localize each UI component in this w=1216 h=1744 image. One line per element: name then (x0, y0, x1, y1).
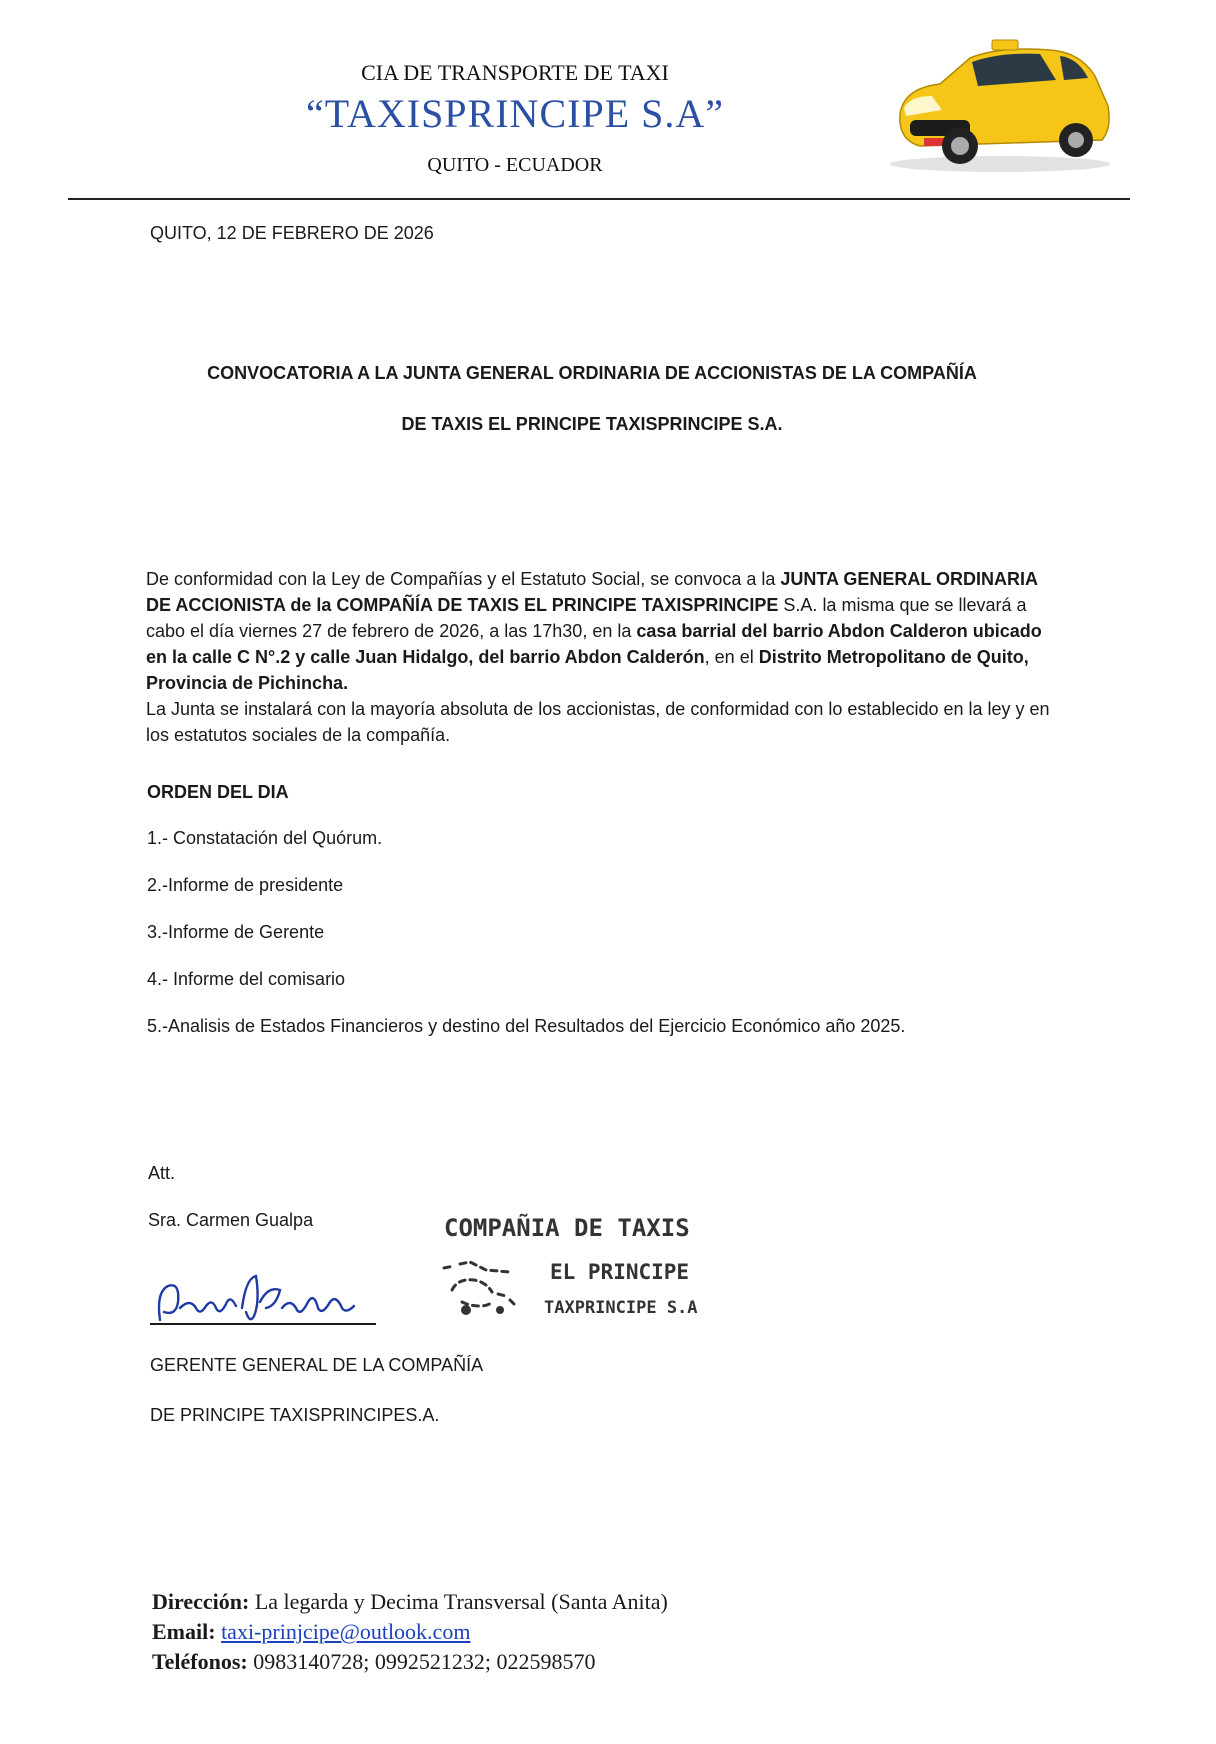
footer-address (152, 1587, 668, 1617)
stamp-car-icon (440, 1256, 540, 1326)
letterhead (0, 0, 1216, 210)
agenda-heading: ORDEN DEL DIA (147, 782, 289, 802)
footer-phones (152, 1647, 668, 1677)
letter-date: QUITO, 12 DE FEBRERO DE 2026 (150, 223, 434, 243)
body-text: , en el (704, 647, 759, 667)
address-label: Dirección: (152, 1589, 250, 1614)
signer-role-line2: DE PRINCIPE TAXISPRINCIPES.A. (150, 1405, 440, 1425)
body-paragraph-2: La Junta se instalará con la mayoría absoluta de los accionistas, de conformidad con lo establecido en la ley y en los estatutos sociales de la compañía. (146, 699, 1050, 745)
letterhead-subtitle: CIA DE TRANSPORTE DE TAXI (361, 60, 669, 85)
body-text: De conformidad con la Ley de Compañías y el Estatuto Social, se convoca a la (146, 569, 781, 589)
header-divider (68, 198, 1130, 200)
agenda-item: 3.-Informe de Gerente (147, 922, 325, 942)
taxi-car-logo (880, 36, 1120, 176)
body-text-bold: Distrito Metropolitano de Quito, Provincia de Pichincha. (146, 647, 1029, 693)
phones-label: Teléfonos: (152, 1649, 248, 1674)
agenda-item: 4.- Informe del comisario (147, 969, 346, 989)
signer-role-line1: GERENTE GENERAL DE LA COMPAÑÍA (150, 1355, 484, 1375)
agenda-item: 5.-Analisis de Estados Financieros y destino del Resultados del Ejercicio Económico año 2025. (147, 1016, 906, 1036)
agenda-item: 2.-Informe de presidente (147, 875, 344, 895)
agenda-item: 1.- Constatación del Quórum. (147, 828, 383, 848)
company-stamp (440, 1212, 720, 1332)
handwritten-signature (150, 1272, 380, 1332)
signer-name: Sra. Carmen Gualpa (148, 1210, 314, 1230)
document-title-line1: CONVOCATORIA A LA JUNTA GENERAL ORDINARIA DE ACCIONISTAS DE LA COMPAÑÍA (207, 363, 977, 383)
email-link[interactable]: taxi-prinjcipe@outlook.com (221, 1619, 471, 1644)
stamp-line1: COMPAÑIA DE TAXIS (444, 1214, 690, 1242)
body-text-bold: casa barrial del barrio Abdon Calderon ubicado en la calle C N°.2 y calle Juan Hidalgo, del barrio Abdon Calderón (146, 621, 1042, 667)
stamp-line2: EL PRINCIPE (550, 1260, 690, 1284)
closing-att: Att. (148, 1163, 176, 1183)
phones-value: 0983140728; 0992521232; 022598570 (247, 1649, 596, 1674)
email-label: Email: (152, 1619, 216, 1644)
company-name: “TAXISPRINCIPE S.A” (305, 91, 725, 136)
letter-body (146, 566, 1051, 748)
body-text: S.A. la misma que se llevará a cabo el día viernes 27 de febrero de 2026, a las 17h30, en la (146, 595, 1027, 641)
document-title-line2: DE TAXIS EL PRINCIPE TAXISPRINCIPE S.A. (401, 414, 783, 434)
agenda-list (147, 828, 1047, 1063)
body-text-bold: JUNTA GENERAL ORDINARIA DE ACCIONISTA de la COMPAÑÍA DE TAXIS EL PRINCIPE TAXISPRINCIPE (146, 569, 1038, 615)
contact-footer (152, 1587, 668, 1677)
letterhead-city: QUITO - ECUADOR (427, 154, 603, 176)
address-value: La legarda y Decima Transversal (Santa Anita) (249, 1589, 668, 1614)
body-paragraph-1 (146, 566, 1051, 696)
stamp-line3: TAXPRINCIPE S.A (544, 1298, 698, 1318)
footer-email (152, 1617, 668, 1647)
